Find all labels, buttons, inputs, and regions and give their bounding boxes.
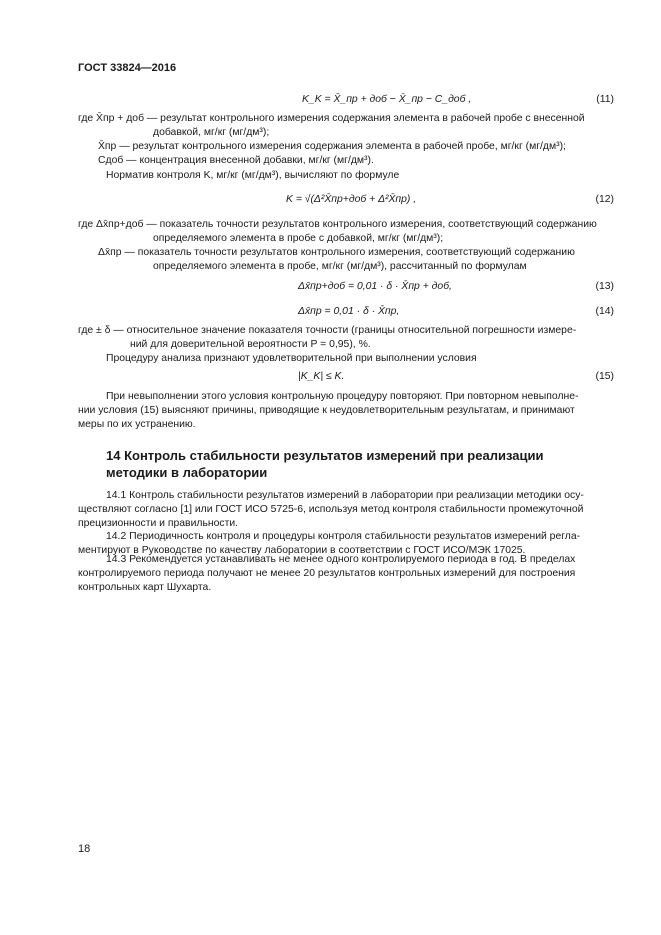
section-14-1-line1: 14.1 Контроль стабильности результатов измерений в лаборатории при реализации методики осу- (106, 490, 584, 501)
para-fail-line3: меры по их устранению. (78, 419, 196, 430)
equation-13: Δx̄пр+доб = 0,01 · δ · X̄пр + доб, (298, 281, 452, 292)
def14-line2: ний для доверительной вероятности P = 0,95), %. (130, 339, 371, 350)
equation-11 (302, 93, 471, 107)
section-14-2-line2: ментируют в Руководстве по качеству лаборатории в соответствии с ГОСТ ИСО/МЭК 17025. (78, 545, 526, 556)
equation-15-number: (15) (595, 371, 614, 382)
equation-12-number: (12) (595, 194, 614, 205)
equation-11-number: (11) (596, 94, 614, 105)
section-14-3-line1: 14.3 Рекомендуется устанавливать не менее одного контролируемого периода в год. В пределах (106, 554, 576, 565)
para-fail-line1: При невыполнении этого условия контрольную процедуру повторяют. При повторном невыполне- (106, 391, 579, 402)
def14-line1: где ± δ — относительное значение показателя точности (границы относительной погрешности измере- (78, 325, 577, 336)
equation-14: Δx̄пр = 0,01 · δ · X̄пр, (298, 306, 400, 317)
def12-line1: где Δx̄пр+доб — показатель точности результатов контрольного измерения, соответствующий содержанию (78, 219, 597, 230)
equation-12: K = √(Δ²X̄пр+доб + Δ²X̄пр) , (286, 194, 417, 205)
def12-line3: Δx̄пр — показатель точности результатов контрольного измерения, соответствующий содержанию (98, 247, 575, 258)
section-14-title-line2: методики в лаборатории (106, 465, 268, 480)
section-14-2-line1: 14.2 Периодичность контроля и процедуры контроля стабильности результатов измерений регла- (106, 531, 581, 542)
section-14-1-line2: ществляют согласно [1] или ГОСТ ИСО 5725-6, используя метод контроля стабильности промежуточной (78, 504, 584, 515)
def12-line4: определяемого элемента в пробе, мг/кг (мг/дм³), рассчитанный по формулам (153, 261, 527, 272)
section-14-1-line3: прецизионности и правильности. (78, 518, 239, 529)
document-header: ГОСТ 33824—2016 (78, 62, 177, 74)
equation-14-number: (14) (595, 306, 614, 317)
equation-11-text: K_K = X̄_пр + доб − X̄_пр − C_доб , (302, 94, 472, 105)
procedure-text: Процедуру анализа признают удовлетворительной при выполнении условия (106, 353, 477, 364)
def11-line1: где X̄пр + доб — результат контрольного измерения содержания элемента в рабочей пробе с внесенной (78, 113, 585, 124)
section-14-title-line1: 14 Контроль стабильности результатов измерений при реализации (106, 448, 544, 463)
para-fail-line2: нии условия (15) выясняют причины, приводящие к неудовлетворительным результатам, и принимают (78, 405, 575, 416)
norm-text: Норматив контроля K, мг/кг (мг/дм³), вычисляют по формуле (106, 170, 400, 181)
equation-15: |K_K| ≤ K. (298, 371, 345, 382)
page-number: 18 (78, 843, 91, 855)
def11-line2: добавкой, мг/кг (мг/дм³); (153, 127, 270, 138)
section-14-3-line3: контрольных карт Шухарта. (78, 582, 212, 593)
section-14-3-line2: контролируемого периода получают не менее 20 результатов контрольных измерений для построения (78, 568, 576, 579)
def11-line3: X̄пр — результат контрольного измерения содержания элемента в рабочей пробе, мг/кг (мг/дм³); (98, 141, 566, 152)
equation-13-number: (13) (595, 281, 614, 292)
def12-line2: определяемого элемента в пробе с добавкой, мг/кг (мг/дм³); (153, 233, 444, 244)
def11-line4: Cдоб — концентрация внесенной добавки, мг/кг (мг/дм³). (98, 155, 374, 166)
